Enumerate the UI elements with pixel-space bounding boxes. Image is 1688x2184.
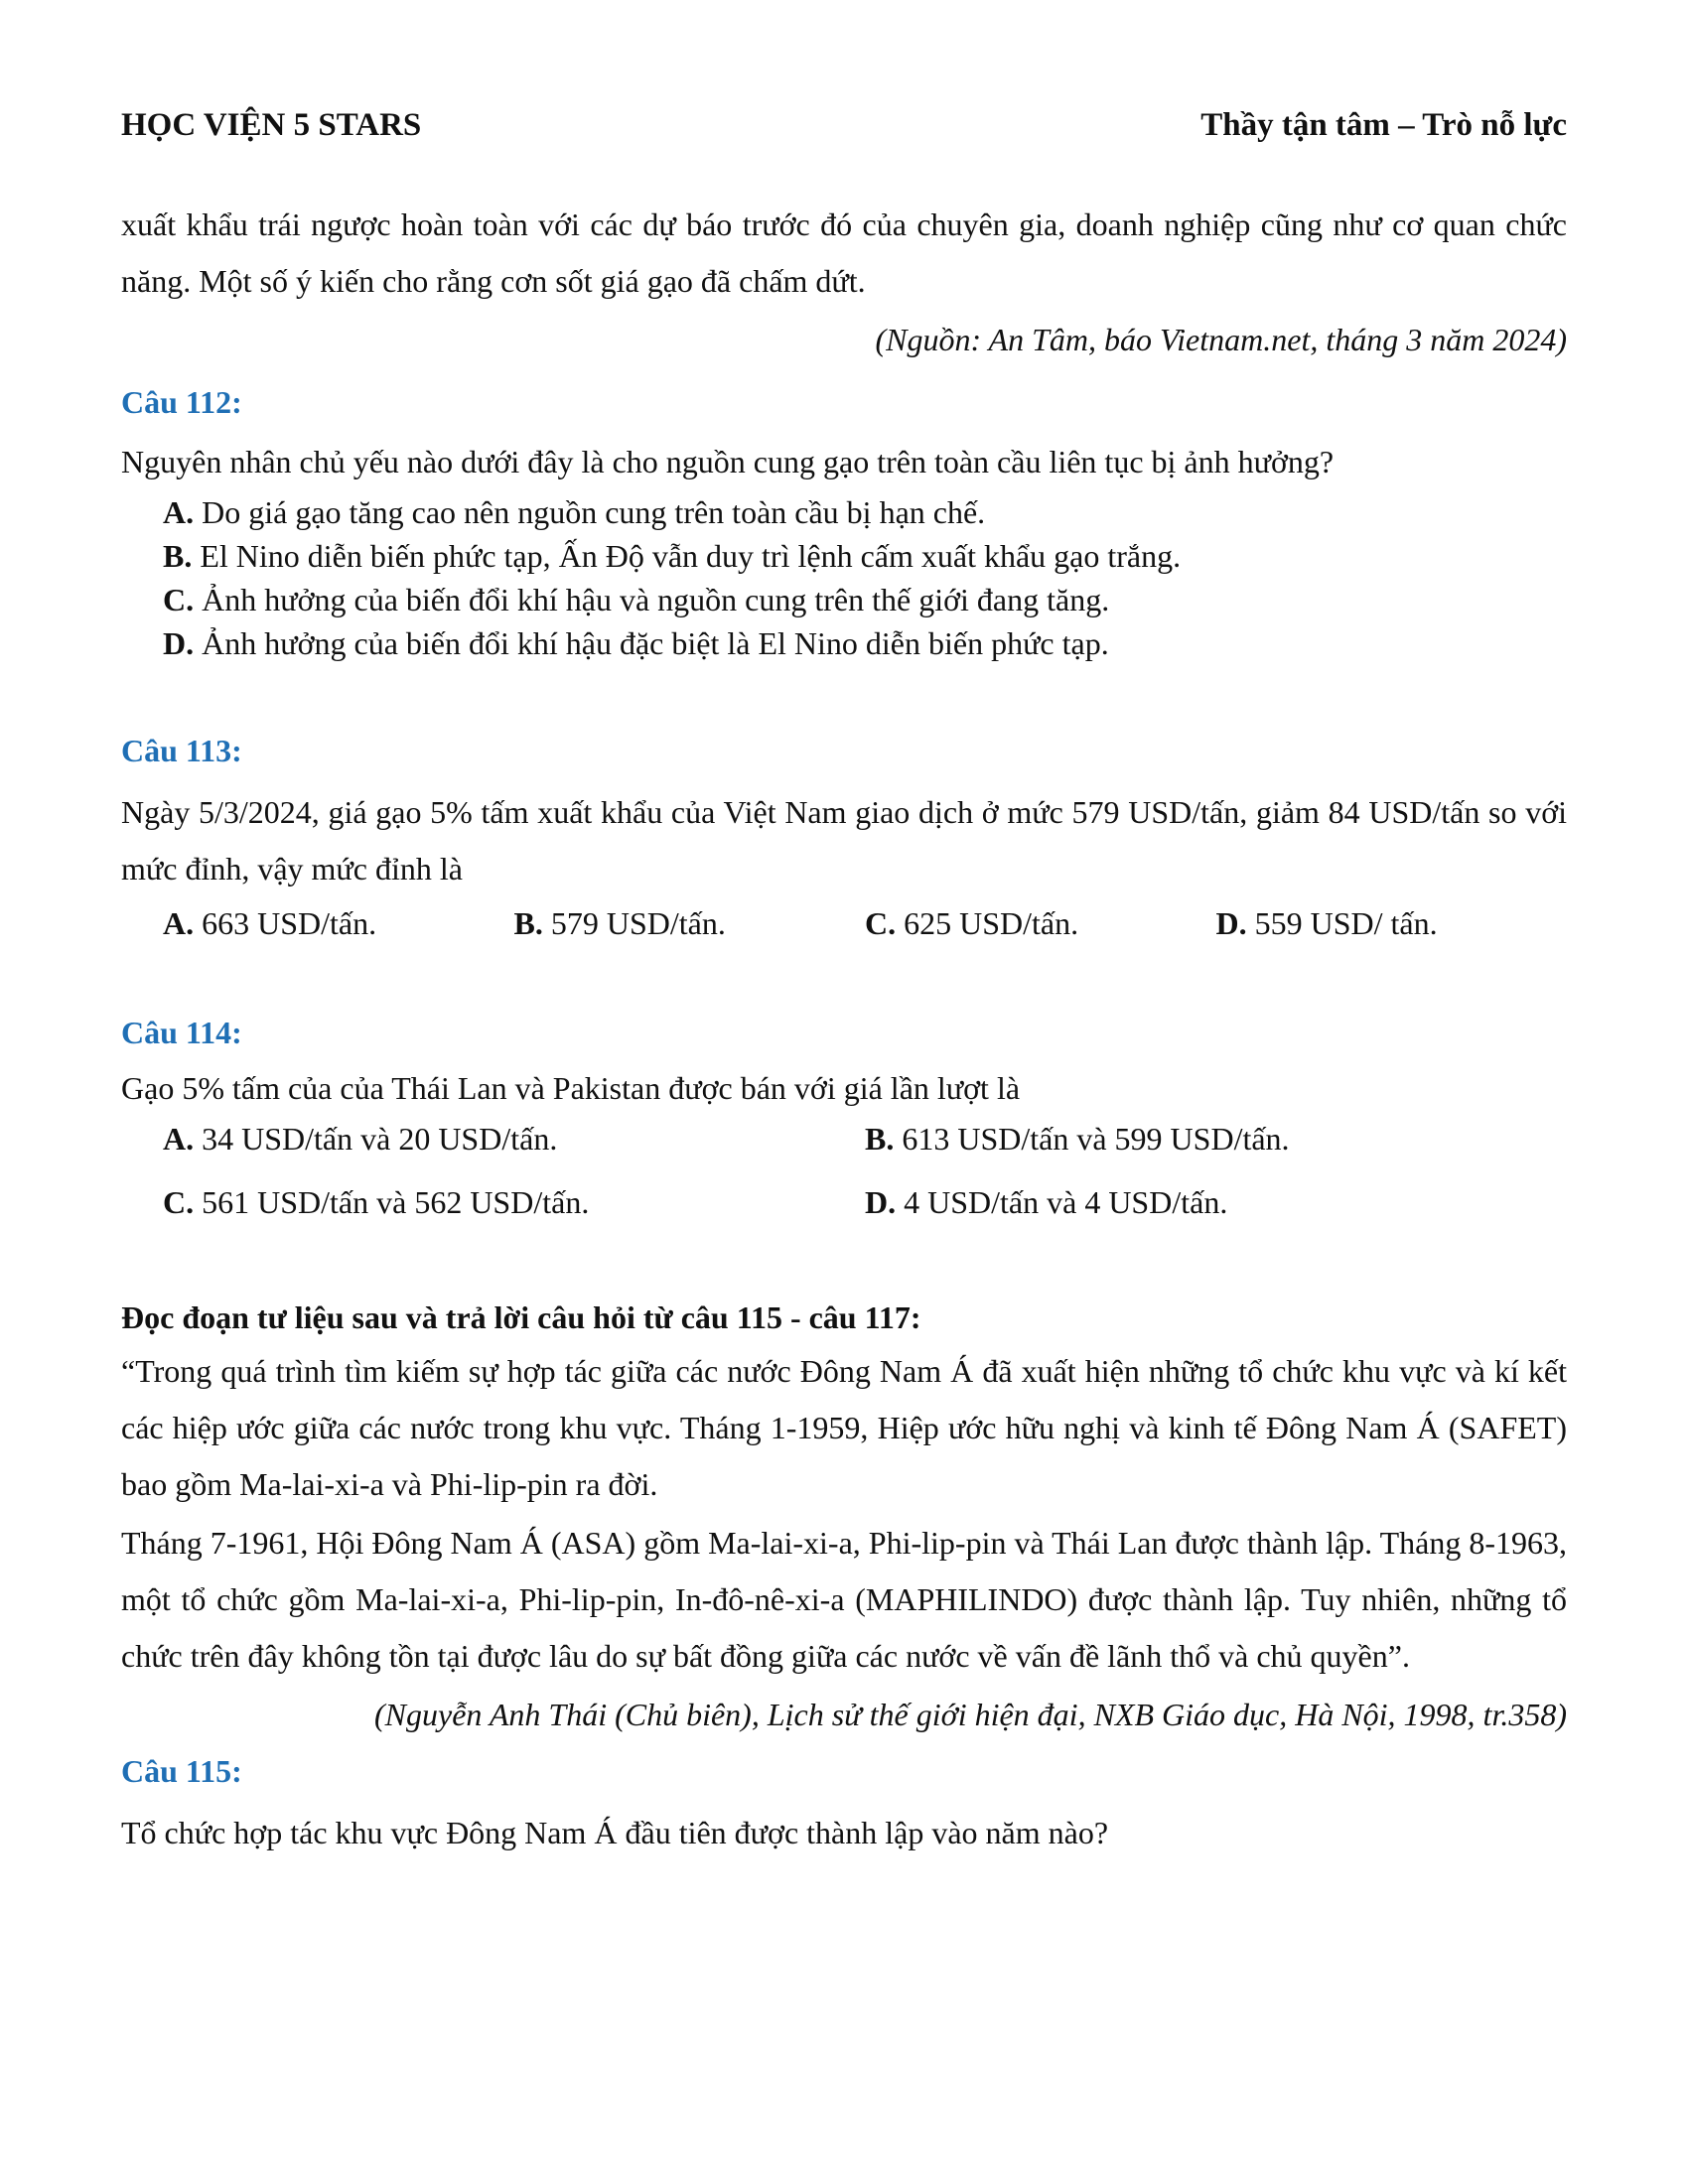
q113-option-c xyxy=(865,901,1216,945)
option-text: 561 USD/tấn và 562 USD/tấn. xyxy=(194,1184,590,1220)
q112-question: Nguyên nhân chủ yếu nào dưới đây là cho nguồn cung gạo trên toàn cầu liên tục bị ảnh hưởng? xyxy=(121,444,1335,479)
q113-title: Câu 113: xyxy=(121,733,242,768)
option-letter: B. xyxy=(865,1121,895,1157)
q113-question: Ngày 5/3/2024, giá gạo 5% tấm xuất khẩu của Việt Nam giao dịch ở mức 579 USD/tấn, giảm 84 USD/tấn so với mức đỉnh, vậy mức đỉnh là xyxy=(121,794,1567,887)
option-letter: A. xyxy=(163,494,195,530)
q114-options-row1 xyxy=(121,1117,1567,1160)
q113-option-b xyxy=(514,901,866,945)
option-text: El Nino diễn biến phức tạp, Ấn Độ vẫn duy trì lệnh cấm xuất khẩu gạo trắng. xyxy=(192,538,1182,574)
option-text: Do giá gạo tăng cao nên nguồn cung trên toàn cầu bị hạn chế. xyxy=(194,494,986,530)
q114-question: Gạo 5% tấm của của Thái Lan và Pakistan được bán với giá lần lượt là xyxy=(121,1070,1021,1106)
q114-title: Câu 114: xyxy=(121,1015,242,1050)
passage-paragraph-2: Tháng 7-1961, Hội Đông Nam Á (ASA) gồm Ma-lai-xi-a, Phi-lip-pin và Thái Lan được thành lập. Tháng 8-1963, một tổ chức gồm Ma-lai-xi-a, Phi-lip-pin, In-đô-nê-xi-a (MAPHILINDO) được thành lập. Tuy nhiên, những tổ chức trên đây không tồn tại được lâu do sự bất đồng giữa các nước về vấn đề lãnh thổ và chủ quyền”. xyxy=(121,1525,1567,1674)
option-text: 663 USD/tấn. xyxy=(194,905,377,941)
option-text: 34 USD/tấn và 20 USD/tấn. xyxy=(194,1121,558,1157)
header-left: HỌC VIỆN 5 STARS xyxy=(121,107,422,143)
q112-title: Câu 112: xyxy=(121,384,242,420)
option-letter: C. xyxy=(163,582,195,617)
page-header xyxy=(121,107,1567,144)
option-text: 559 USD/ tấn. xyxy=(1246,905,1438,941)
q112-options xyxy=(121,490,1567,665)
intro-source: (Nguồn: An Tâm, báo Vietnam.net, tháng 3 năm 2024) xyxy=(875,322,1567,357)
q114-option-d xyxy=(865,1180,1567,1224)
option-text: Ảnh hưởng của biến đổi khí hậu và nguồn cung trên thế giới đang tăng. xyxy=(194,582,1110,617)
intro-paragraph: xuất khẩu trái ngược hoàn toàn với các dự báo trước đó của chuyên gia, doanh nghiệp cũng như cơ quan chức năng. Một số ý kiến cho rằng cơn sốt giá gạo đã chấm dứt. xyxy=(121,206,1567,299)
q112-option-a xyxy=(121,490,1567,534)
option-letter: A. xyxy=(163,905,195,941)
option-letter: A. xyxy=(163,1121,195,1157)
option-letter: C. xyxy=(865,905,897,941)
passage-lead: Đọc đoạn tư liệu sau và trả lời câu hỏi từ câu 115 - câu 117: xyxy=(121,1299,921,1335)
option-letter: D. xyxy=(1215,905,1247,941)
q113-options xyxy=(121,901,1567,945)
option-text: 613 USD/tấn và 599 USD/tấn. xyxy=(894,1121,1290,1157)
q112-option-c xyxy=(121,578,1567,621)
option-text: 625 USD/tấn. xyxy=(896,905,1079,941)
q114-option-a xyxy=(163,1117,865,1160)
q114-options-row2 xyxy=(121,1180,1567,1224)
q112-option-d xyxy=(121,621,1567,665)
q114-option-c xyxy=(163,1180,865,1224)
q115-question: Tổ chức hợp tác khu vực Đông Nam Á đầu tiên được thành lập vào năm nào? xyxy=(121,1815,1109,1850)
header-right: Thầy tận tâm – Trò nỗ lực xyxy=(1200,107,1567,143)
q114-option-b xyxy=(865,1117,1567,1160)
option-letter: D. xyxy=(163,625,195,661)
option-text: 579 USD/tấn. xyxy=(542,905,726,941)
option-letter: D. xyxy=(865,1184,897,1220)
option-text: Ảnh hưởng của biến đổi khí hậu đặc biệt là El Nino diễn biến phức tạp. xyxy=(194,625,1109,661)
q113-option-a xyxy=(163,901,514,945)
q112-option-b xyxy=(121,534,1567,578)
q113-option-d xyxy=(1216,901,1568,945)
passage-source: (Nguyễn Anh Thái (Chủ biên), Lịch sử thế giới hiện đại, NXB Giáo dục, Hà Nội, 1998, tr.358) xyxy=(374,1697,1567,1732)
page-content xyxy=(121,197,1567,1861)
option-letter: C. xyxy=(163,1184,195,1220)
option-letter: B. xyxy=(513,905,543,941)
option-text: 4 USD/tấn và 4 USD/tấn. xyxy=(896,1184,1228,1220)
passage-paragraph-1: “Trong quá trình tìm kiếm sự hợp tác giữa các nước Đông Nam Á đã xuất hiện những tổ chức khu vực và kí kết các hiệp ước giữa các nước trong khu vực. Tháng 1-1959, Hiệp ước hữu nghị và kinh tế Đông Nam Á (SAFET) bao gồm Ma-lai-xi-a và Phi-lip-pin ra đời. xyxy=(121,1353,1567,1502)
q115-title: Câu 115: xyxy=(121,1753,242,1789)
option-letter: B. xyxy=(163,538,193,574)
